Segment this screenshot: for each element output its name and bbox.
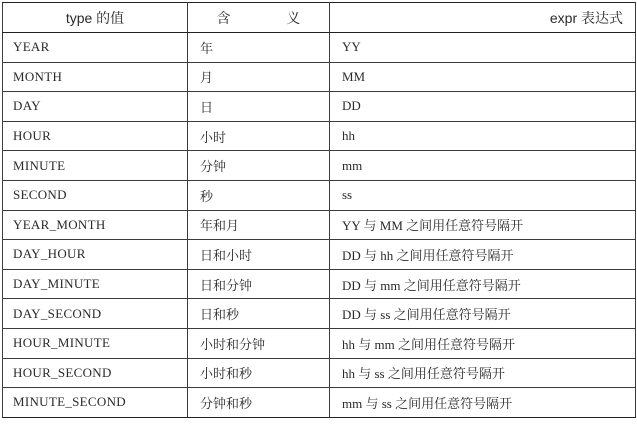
meaning-cell: 日和小时 <box>188 240 330 270</box>
table-row <box>3 358 636 388</box>
meaning-cell: 分钟和秒 <box>188 388 330 418</box>
expr-cell: DD 与 hh 之间用任意符号隔开 <box>330 240 636 270</box>
expr-cell: mm <box>330 151 636 181</box>
header-expr: expr 表达式 <box>330 3 636 33</box>
type-cell: DAY_SECOND <box>3 299 188 329</box>
meaning-cell: 小时 <box>188 121 330 151</box>
expr-cell: MM <box>330 62 636 92</box>
type-cell: MONTH <box>3 62 188 92</box>
type-cell: DAY_HOUR <box>3 240 188 270</box>
expr-cell: hh 与 ss 之间用任意符号隔开 <box>330 358 636 388</box>
table-row <box>3 328 636 358</box>
meaning-cell: 年 <box>188 33 330 63</box>
meaning-cell: 日和秒 <box>188 299 330 329</box>
expr-cell: DD <box>330 92 636 122</box>
meaning-cell: 小时和分钟 <box>188 328 330 358</box>
meaning-cell: 日和分钟 <box>188 269 330 299</box>
type-cell: MINUTE_SECOND <box>3 388 188 418</box>
expr-cell: hh 与 mm 之间用任意符号隔开 <box>330 328 636 358</box>
expr-cell: hh <box>330 121 636 151</box>
type-cell: MINUTE <box>3 151 188 181</box>
table-row <box>3 92 636 122</box>
meaning-cell: 年和月 <box>188 210 330 240</box>
expr-cell: ss <box>330 180 636 210</box>
table-row <box>3 299 636 329</box>
interval-type-table <box>2 2 636 418</box>
expr-cell: DD 与 ss 之间用任意符号隔开 <box>330 299 636 329</box>
meaning-cell: 秒 <box>188 180 330 210</box>
type-cell: HOUR_SECOND <box>3 358 188 388</box>
meaning-cell: 月 <box>188 62 330 92</box>
type-cell: DAY_MINUTE <box>3 269 188 299</box>
expr-cell: YY <box>330 33 636 63</box>
table-row <box>3 388 636 418</box>
type-cell: HOUR_MINUTE <box>3 328 188 358</box>
table-row <box>3 151 636 181</box>
expr-cell: DD 与 mm 之间用任意符号隔开 <box>330 269 636 299</box>
header-row <box>3 3 636 33</box>
type-cell: SECOND <box>3 180 188 210</box>
header-meaning: 含 义 <box>188 3 330 33</box>
table-row <box>3 121 636 151</box>
type-cell: YEAR_MONTH <box>3 210 188 240</box>
table-row <box>3 180 636 210</box>
expr-cell: mm 与 ss 之间用任意符号隔开 <box>330 388 636 418</box>
expr-cell: YY 与 MM 之间用任意符号隔开 <box>330 210 636 240</box>
table-row <box>3 210 636 240</box>
meaning-cell: 分钟 <box>188 151 330 181</box>
type-cell: HOUR <box>3 121 188 151</box>
type-cell: DAY <box>3 92 188 122</box>
table-row <box>3 269 636 299</box>
type-cell: YEAR <box>3 33 188 63</box>
header-type: type 的值 <box>3 3 188 33</box>
meaning-cell: 日 <box>188 92 330 122</box>
meaning-cell: 小时和秒 <box>188 358 330 388</box>
table-row <box>3 240 636 270</box>
table-row <box>3 62 636 92</box>
table-row <box>3 33 636 63</box>
table-header <box>3 3 636 33</box>
table-body <box>3 33 636 418</box>
